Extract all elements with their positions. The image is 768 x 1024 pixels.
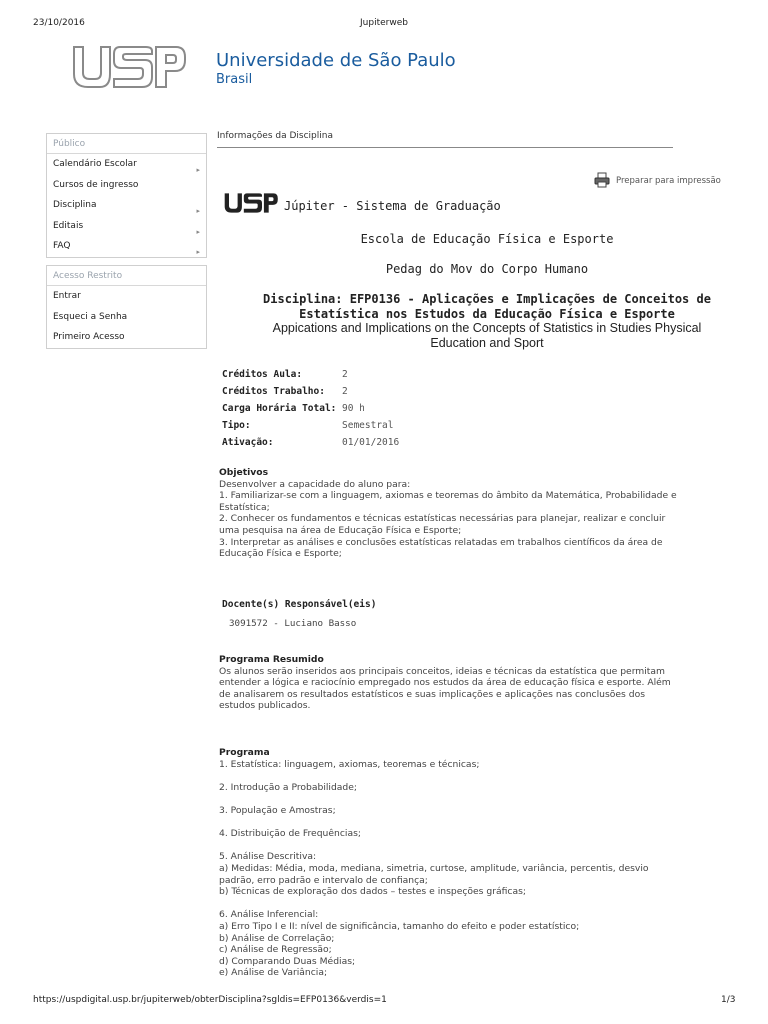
text-line: Estatística; <box>219 501 270 513</box>
restricted-menu <box>46 265 207 349</box>
text-line: a) Medidas: Média, moda, mediana, simetria, curtose, amplitude, variância, percentis, desvio <box>219 862 649 874</box>
course-name: Pedag do Mov do Corpo Humano <box>385 262 589 276</box>
programa-text <box>219 759 739 979</box>
text-line: e) Análise de Variância; <box>219 967 328 979</box>
submenu-arrow-icon: ▸ <box>196 227 200 236</box>
country-name: Brasil <box>216 72 253 87</box>
text-line <box>219 770 739 782</box>
programa-title: Programa <box>219 747 270 758</box>
programa-section <box>219 747 739 979</box>
discipline-english-title: Appications and Implications on the Concepts of Statistics in Studies Physical Education and Sport <box>272 321 702 350</box>
system-name: Júpiter - Sistema de Graduação <box>284 199 501 213</box>
menu-item-esqueci-senha[interactable]: Esqueci a Senha <box>53 311 128 322</box>
text-line: entender a lógica e raciocínio empregado nos estudos da área de educação física e esporte. Além <box>219 677 671 689</box>
discipline-title: Disciplina: EFP0136 - Aplicações e Implicações de Conceitos de Estatística nos Estudos da Educação Física e Esporte <box>263 292 711 321</box>
submenu-arrow-icon: ▸ <box>196 207 200 215</box>
menu-item-cursos[interactable]: Cursos de ingresso <box>53 179 139 190</box>
text-line: 4. Distribuição de Frequências; <box>219 828 361 840</box>
print-date: 23/10/2016 <box>33 18 85 28</box>
docentes-section <box>222 599 742 629</box>
printer-icon[interactable] <box>594 172 610 188</box>
text-line: estudos publicados. <box>219 700 311 712</box>
text-line: 2. Conhecer os fundamentos e técnicas estatísticas necessárias para planejar, realizar e concluir <box>219 513 666 525</box>
text-line: de analisarem os resultados estatísticos e suas implicações e aplicações nas conclusões dos <box>219 688 645 700</box>
text-line: uma pesquisa na área de Educação Física e Esporte; <box>219 524 462 536</box>
objetivos-text <box>219 479 739 560</box>
text-line: 1. Estatística: linguagem, axiomas, teoremas e técnicas; <box>219 758 480 770</box>
usp-small-logo <box>221 192 281 214</box>
menu-item-entrar[interactable]: Entrar <box>53 291 81 301</box>
print-page-number: 1/3 <box>721 995 736 1005</box>
text-line: b) Análise de Correlação; <box>219 932 335 944</box>
print-link[interactable]: Preparar para impressão <box>616 176 721 186</box>
usp-logo[interactable] <box>70 44 188 90</box>
text-line: Os alunos serão inseridos aos principais conceitos, ideias e técnicas da estatística que permitam <box>219 665 665 677</box>
programa-resumido-text <box>219 666 739 712</box>
text-line: Desenvolver a capacidade do aluno para: <box>219 478 411 490</box>
section-title: Informações da Disciplina <box>217 131 333 141</box>
docente-name: 3091572 - Luciano Basso <box>229 617 357 629</box>
menu-item-primeiro-acesso[interactable]: Primeiro Acesso <box>53 332 125 342</box>
print-url: https://uspdigital.usp.br/jupiterweb/obterDisciplina?sgldis=EFP0136&verdis=1 <box>33 995 387 1005</box>
text-line: 6. Análise Inferencial: <box>219 909 319 921</box>
text-line: padrão, erro padrão e intervalo de confiança; <box>219 874 428 886</box>
menu-item-disciplina[interactable]: Disciplina ▸ <box>47 195 206 216</box>
text-line <box>219 840 739 852</box>
submenu-arrow-icon: ▸ <box>196 248 200 256</box>
programa-resumido-section <box>219 654 739 712</box>
text-line: a) Erro Tipo I e II: nível de significância, tamanho do efeito e poder estatístico; <box>219 920 580 932</box>
text-line <box>219 898 739 910</box>
public-menu-title: Público <box>47 134 206 154</box>
restricted-menu-title: Acesso Restrito <box>47 266 206 286</box>
section-divider <box>217 147 673 148</box>
text-line <box>219 793 739 805</box>
text-line: c) Análise de Regressão; <box>219 944 332 956</box>
text-line: d) Comparando Duas Médias; <box>219 955 356 967</box>
menu-item-editais[interactable]: Editais ▸ <box>47 216 206 237</box>
text-line: 3. Interpretar as análises e conclusões estatísticas relatadas em trabalhos científicos da área de <box>219 536 663 548</box>
menu-item-calendario[interactable]: Calendário Escolar ▸ <box>47 154 206 175</box>
text-line <box>219 817 739 829</box>
programa-resumido-title: Programa Resumido <box>219 654 324 665</box>
public-menu <box>46 133 207 258</box>
school-name: Escola de Educação Física e Esporte <box>360 232 614 246</box>
objetivos-title: Objetivos <box>219 467 269 478</box>
text-line: b) Técnicas de exploração dos dados – testes e inspeções gráficas; <box>219 886 526 898</box>
print-title: Jupiterweb <box>360 18 408 28</box>
text-line: Educação Física e Esporte; <box>219 548 342 560</box>
text-line: 1. Familiarizar-se com a linguagem, axiomas e teoremas do âmbito da Matemática, Probabilidade e <box>219 490 677 502</box>
docentes-title: Docente(s) Responsável(eis) <box>222 599 377 610</box>
text-line: 5. Análise Descritiva: <box>219 851 317 863</box>
text-line: 2. Introdução a Probabilidade; <box>219 781 358 793</box>
menu-item-faq[interactable]: FAQ ▸ <box>47 236 206 257</box>
text-line: 3. População e Amostras; <box>219 804 336 816</box>
university-name: Universidade de São Paulo <box>216 50 456 71</box>
objetivos-section <box>219 467 739 560</box>
submenu-arrow-icon: ▸ <box>196 166 200 174</box>
